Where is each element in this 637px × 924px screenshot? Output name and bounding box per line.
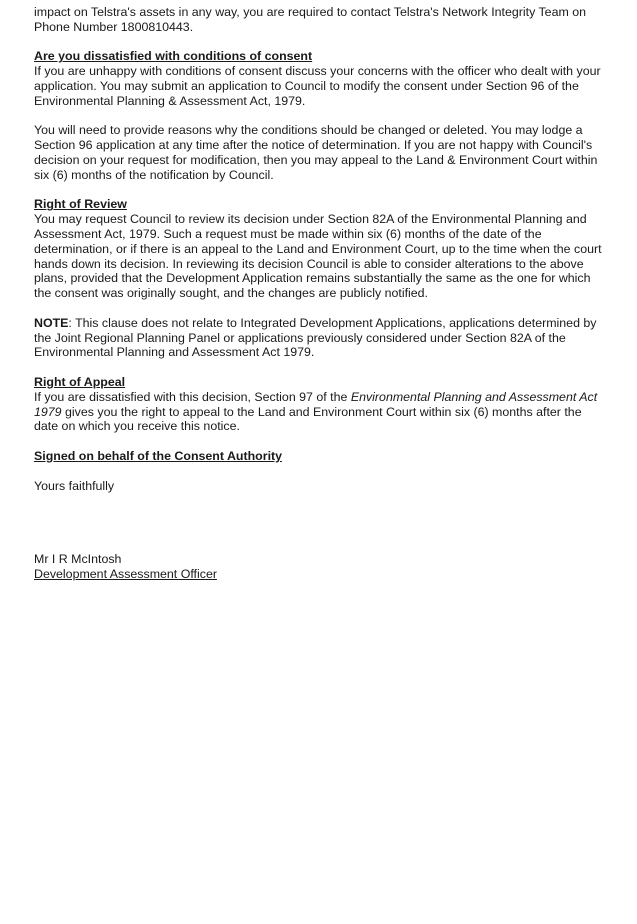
appeal-act-name: Environmental Planning and Assessment Act 1979 — [34, 389, 598, 419]
appeal-paragraph — [34, 390, 609, 434]
appeal-text-before: If you are dissatisfied with this decision, Section 97 of the — [34, 389, 351, 404]
signatory-name: Mr I R McIntosh — [34, 552, 122, 567]
review-heading: Right of Review — [34, 197, 127, 212]
closing-text: Yours faithfully — [34, 478, 115, 493]
note-paragraph — [34, 316, 609, 360]
appeal-text-after: gives you the right to appeal to the Land and Environment Court within six (6) months after the date on which you receive this notice. — [34, 404, 582, 434]
dissatisfied-paragraph-1: If you are unhappy with conditions of consent discuss your concerns with the officer who dealt with your application. You may submit an application to Council to modify the consent under Section 96 of the Environmental Planning & Assessment Act, 1979. — [34, 64, 601, 108]
intro-paragraph: impact on Telstra's assets in any way, you are required to contact Telstra's Network Integrity Team on Phone Number 1800810443. — [34, 5, 587, 34]
appeal-heading: Right of Appeal — [34, 374, 126, 389]
note-text: : This clause does not relate to Integrated Development Applications, applications determined by the Joint Regional Planning Panel or applications previously considered under Section 82A of the Environmental Planning and Assessment Act 1979. — [34, 315, 597, 360]
signed-heading: Signed on behalf of the Consent Authority — [34, 448, 283, 463]
dissatisfied-paragraph-2: You will need to provide reasons why the conditions should be changed or deleted. You may lodge a Section 96 application at any time after the notice of determination. If you are not happy with Council's decision on your request for modification, then you may appeal to the Land & Environment Court within six (6) months of the notification by Council. — [34, 123, 598, 182]
note-label: NOTE — [34, 315, 69, 330]
letter-page — [34, 5, 609, 582]
signatory-title: Development Assessment Officer — [34, 567, 217, 582]
dissatisfied-heading: Are you dissatisfied with conditions of consent — [34, 49, 313, 64]
review-paragraph: You may request Council to review its decision under Section 82A of the Environmental Planning and Assessment Act, 1979. Such a request must be made within six (6) months of the date of the determination, or if there is an appeal to the Land and Environment Court, up to the time when the court hands down its decision. In reviewing its decision Council is able to consider alterations to the above plans, provided that the Development Application remains substantially the same as the one for which the consent was originally sought, and the changes are publicly notified. — [34, 212, 602, 301]
